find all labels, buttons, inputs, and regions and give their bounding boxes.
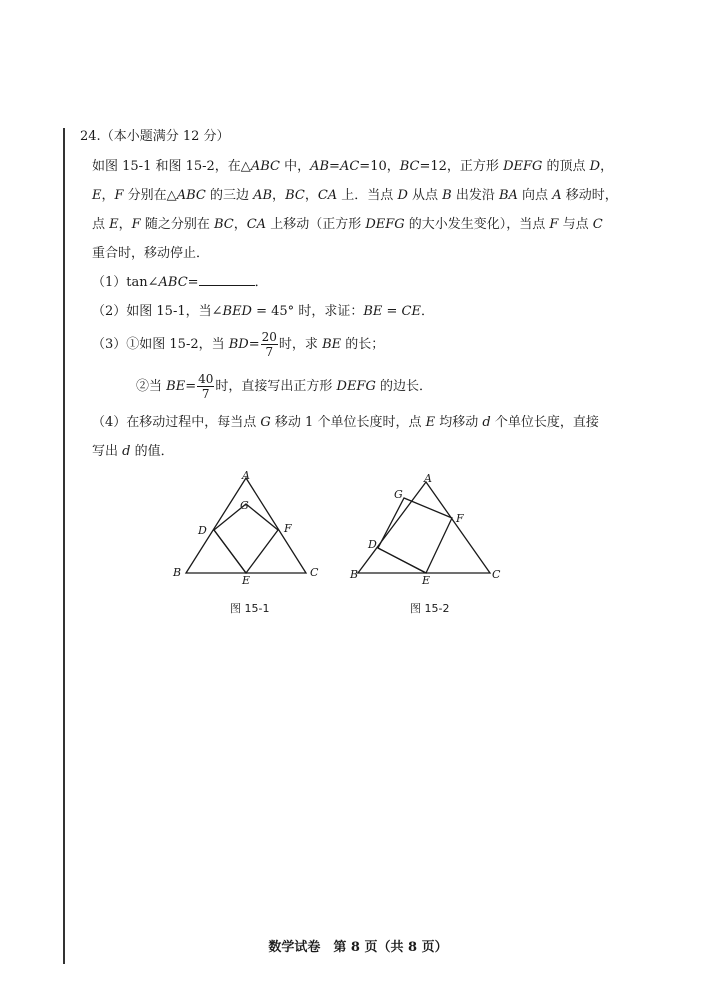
question-3-2: ②当 BE= $\frac{40}{7}$ 时，直接写出正方形 DEFG 的边长． <box>136 372 432 401</box>
label-g: G <box>240 499 249 512</box>
fraction-20-7: $\frac{20}{7}$ <box>261 330 277 359</box>
stem-line-3: 点 E，F 随之分别在 BC，CA 上移动（正方形 DEFG 的大小发生变化），当点 F 与点 C <box>92 217 603 232</box>
label-c: C <box>492 568 501 581</box>
question-4-line-2: 写出 d 的值． <box>92 444 174 459</box>
label-d: D <box>198 524 207 537</box>
label-a: A <box>242 469 250 482</box>
label-f: F <box>456 512 464 525</box>
page-footer: 数学试卷 第 8 页（共 8 页） <box>268 940 448 955</box>
stem-line-1: 如图 15-1 和图 15-2，在△ABC 中，AB=AC=10，BC=12，正方形 DEFG 的顶点 D， <box>92 159 614 174</box>
answer-blank[interactable] <box>199 273 255 286</box>
caption-15-1: 图 15-1 <box>230 602 270 615</box>
label-b: B <box>173 566 182 579</box>
square-defg <box>378 498 452 573</box>
stem-line-2: E，F 分别在△ABC 的三边 AB，BC，CA 上．当点 D 从点 B 出发沿 BA 向点 A 移动时， <box>92 188 618 203</box>
problem-header <box>80 122 230 151</box>
fraction-40-7: $\frac{40}{7}$ <box>198 372 214 401</box>
figure-15-2 <box>348 468 508 592</box>
question-3-1: （3）①如图 15-2，当 BD= $\frac{20}{7}$ 时，求 BE 的长； <box>92 330 385 359</box>
label-a: A <box>424 472 432 485</box>
caption-15-2: 图 15-2 <box>410 602 450 615</box>
left-margin-line <box>63 128 65 964</box>
problem-number: 24. <box>80 129 101 144</box>
question-4-line-1: （4）在移动过程中，每当点 G 移动 1 个单位长度时，点 E 均移动 d 个单位长度，直接 <box>92 415 599 430</box>
stem-line-4: 重合时，移动停止． <box>92 246 210 261</box>
label-d: D <box>368 538 377 551</box>
figure-15-1 <box>168 468 328 592</box>
label-b: B <box>350 568 359 581</box>
problem-score: （本小题满分 12 分） <box>100 129 230 144</box>
label-e: E <box>422 574 431 587</box>
label-c: C <box>310 566 319 579</box>
question-1: （1）tan∠ABC= ． <box>92 275 268 290</box>
label-g: G <box>394 488 403 501</box>
triangle-abc <box>358 482 490 573</box>
question-2: （2）如图 15-1，当∠BED = 45° 时，求证：BE = CE． <box>92 304 434 319</box>
label-e: E <box>242 574 251 587</box>
label-f: F <box>284 522 292 535</box>
